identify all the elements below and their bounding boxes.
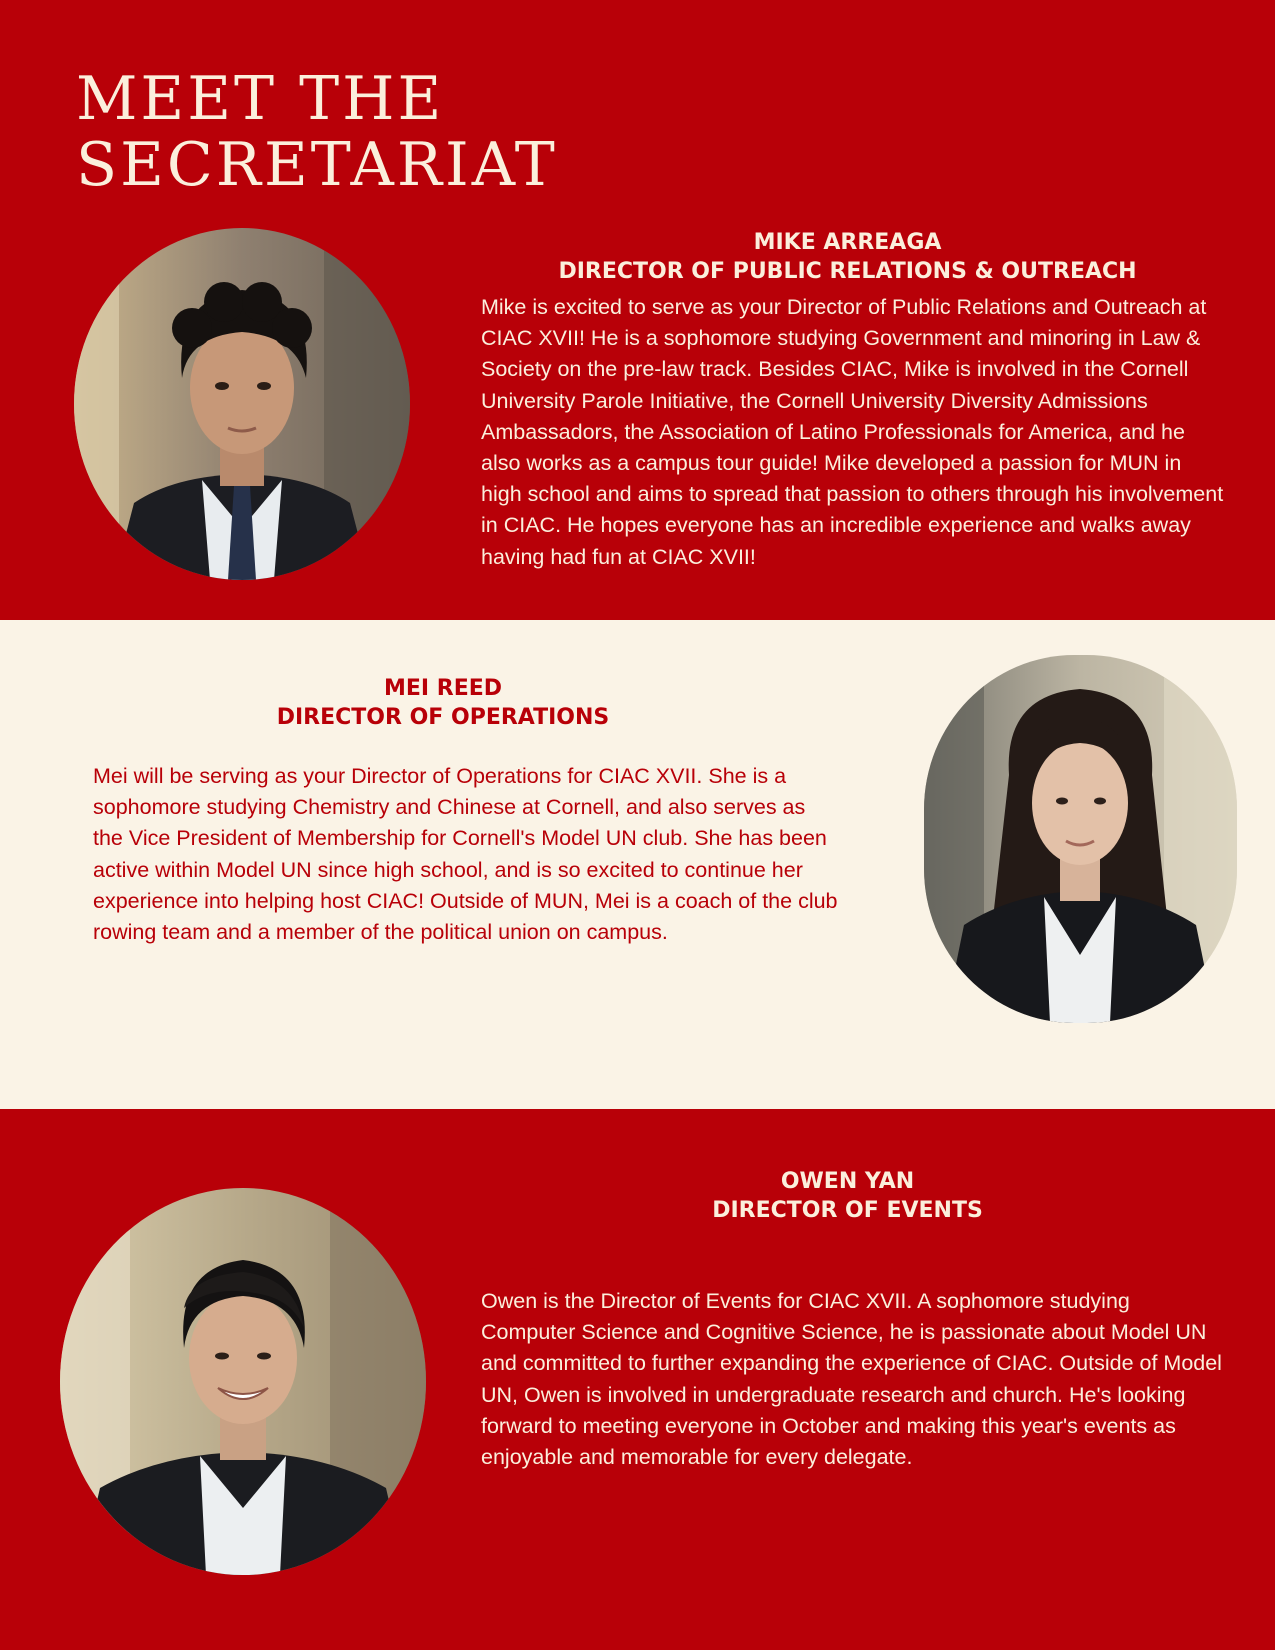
member-bio-owen: Owen is the Director of Events for CIAC XVII. A sophomore studying Computer Science and Cognitive Science, he is passionate about Model UN and committed to further expanding the experience of CIAC. Outside of Model UN, Owen is involved in undergraduate research and church. He's looking forward to meeting everyone in October and making this year's events as enjoyable and memorable for every delegate. (481, 1289, 1222, 1470)
member-role-owen: DIRECTOR OF EVENTS (712, 1198, 983, 1223)
member-heading-owen (480, 1167, 1215, 1225)
member-name-mike: MIKE ARREAGA (753, 230, 942, 255)
member-photo-mike (74, 228, 410, 580)
page-title-line-1: MEET THE (76, 64, 445, 134)
member-name-owen: OWEN YAN (780, 1169, 915, 1194)
member-role-mei: DIRECTOR OF OPERATIONS (276, 705, 610, 730)
member-role-mike: DIRECTOR OF PUBLIC RELATIONS & OUTREACH (558, 259, 1137, 284)
page-title (76, 66, 676, 198)
member-photo-mei (924, 655, 1237, 1023)
member-name-mei: MEI REED (383, 676, 503, 701)
member-bio-mei: Mei will be serving as your Director of Operations for CIAC XVII. She is a sophomore studying Chemistry and Chinese at Cornell, and also serves as the Vice President of Membership for Cornell's Model UN club. She has been active within Model UN since high school, and is so excited to continue her experience into helping host CIAC! Outside of MUN, Mei is a coach of the club rowing team and a member of the political union on campus. (93, 764, 838, 945)
page-title-line-2: SECRETARIAT (76, 130, 558, 200)
member-photo-owen (60, 1188, 426, 1575)
member-heading-mei (93, 674, 793, 732)
member-heading-mike (480, 228, 1215, 286)
member-bio-mike: Mike is excited to serve as your Director of Public Relations and Outreach at CIAC XVII! He is a sophomore studying Government and minoring in Law & Society on the pre-law track. Besides CIAC, Mike is involved in the Cornell University Parole Initiative, the Cornell University Diversity Admissions Ambassadors, the Association of Latino Professionals for America, and he also works as a campus tour guide! Mike developed a passion for MUN in high school and aims to spread that passion to others through his involvement in CIAC. He hopes everyone has an incredible experience and walks away having had fun at CIAC XVII! (481, 295, 1224, 569)
